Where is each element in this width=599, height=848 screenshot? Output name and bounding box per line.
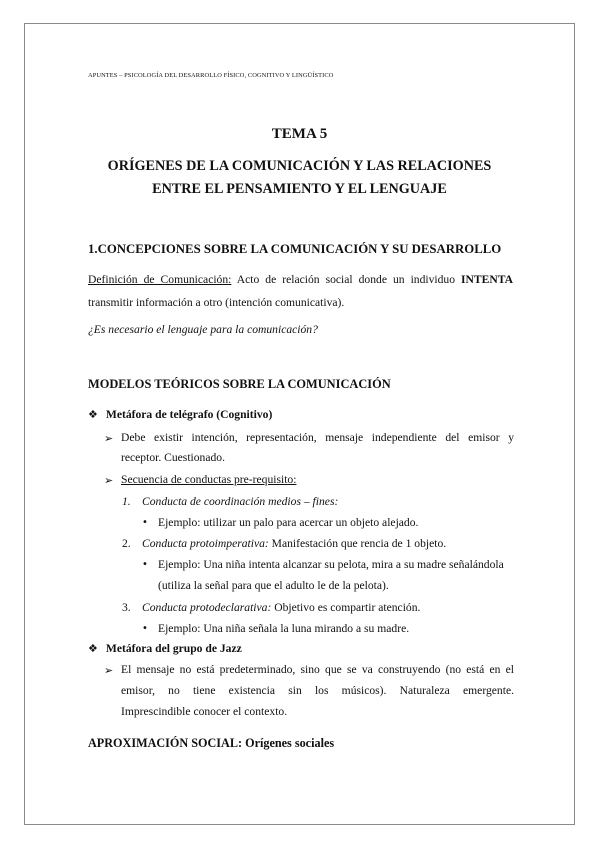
- model-jazz-item: [88, 642, 242, 655]
- protodeclarativa-label: Conducta protodeclarativa:: [142, 601, 272, 614]
- example-protoimperativa-line-2: (utiliza la señal para que el adulto le de la pelota).: [158, 579, 389, 592]
- section-heading-aproximacion: APROXIMACIÓN SOCIAL: Orígenes sociales: [88, 736, 335, 750]
- question-text: ¿Es necesario el lenguaje para la comunicación?: [88, 323, 318, 336]
- list-number-3: 3.: [122, 601, 131, 614]
- arrow-bullet-icon: ➢: [104, 474, 114, 487]
- dot-bullet-icon: •: [142, 559, 148, 570]
- model-telegrafo-item: [88, 408, 272, 421]
- title-line-2: ENTRE EL PENSAMIENTO Y EL LENGUAJE: [152, 181, 447, 197]
- telegrafo-point-1-line-2: receptor. Cuestionado.: [121, 451, 225, 464]
- jazz-text-line-3: Imprescindible conocer el contexto.: [121, 705, 288, 718]
- protodeclarativa-text: Objetivo es compartir atención.: [271, 601, 421, 614]
- title-line-1: ORÍGENES DE LA COMUNICACIÓN Y LAS RELACIONES: [107, 158, 492, 174]
- running-header: APUNTES – PSICOLOGÍA DEL DESARROLLO FÍSICO, COGNITIVO Y LINGÜÍSTICO: [88, 72, 334, 79]
- model-jazz-title: Metáfora del grupo de Jazz: [105, 642, 242, 655]
- definition-label: Definición de Comunicación:: [88, 273, 232, 286]
- tema-number: TEMA 5: [271, 126, 328, 142]
- definition-line-1: [88, 273, 513, 286]
- dot-bullet-icon: •: [142, 517, 148, 528]
- document-page: [24, 23, 575, 825]
- dot-bullet-icon: •: [142, 623, 148, 634]
- example-coordinacion: Ejemplo: utilizar un palo para acercar un objeto alejado.: [158, 516, 419, 529]
- example-protoimperativa-line-1: Ejemplo: Una niña intenta alcanzar su pelota, mira a su madre señalándola: [158, 558, 504, 571]
- protoimperativa-text: Manifestación que rencia de 1 objeto.: [268, 537, 447, 550]
- model-telegrafo-title: Metáfora de telégrafo (Cognitivo): [105, 408, 273, 421]
- conducta-protoimperativa: [142, 537, 446, 550]
- list-number-1: 1.: [122, 495, 131, 508]
- definition-emphasis: INTENTA: [461, 273, 513, 286]
- jazz-text-line-2: emisor, no tiene existencia sin los músicos). Naturaleza emergente.: [121, 684, 514, 697]
- section-heading-concepciones: 1.CONCEPCIONES SOBRE LA COMUNICACIÓN Y SU DESARROLLO: [88, 242, 502, 256]
- section-heading-modelos: MODELOS TEÓRICOS SOBRE LA COMUNICACIÓN: [88, 377, 391, 391]
- arrow-bullet-icon: ➢: [104, 432, 114, 445]
- protoimperativa-label: Conducta protoimperativa:: [142, 537, 269, 550]
- arrow-bullet-icon: ➢: [104, 664, 114, 677]
- conducta-protodeclarativa: [142, 601, 420, 614]
- definition-text: Acto de relación social donde un individuo: [231, 273, 462, 286]
- telegrafo-point-2: Secuencia de conductas pre-requisito:: [121, 473, 297, 486]
- conducta-coordinacion: Conducta de coordinación medios – fines:: [142, 495, 339, 508]
- list-number-2: 2.: [122, 537, 131, 550]
- jazz-text-line-1: El mensaje no está predeterminado, sino que se va construyendo (no está en el: [121, 663, 514, 676]
- diamond-bullet-icon: ❖: [88, 408, 98, 421]
- definition-line-2: transmitir información a otro (intención comunicativa).: [88, 296, 345, 309]
- diamond-bullet-icon: ❖: [88, 642, 98, 655]
- example-protodeclarativa: Ejemplo: Una niña señala la luna mirando a su madre.: [158, 622, 410, 635]
- telegrafo-point-1-line-1: Debe existir intención, representación, mensaje independiente del emisor y: [121, 431, 514, 444]
